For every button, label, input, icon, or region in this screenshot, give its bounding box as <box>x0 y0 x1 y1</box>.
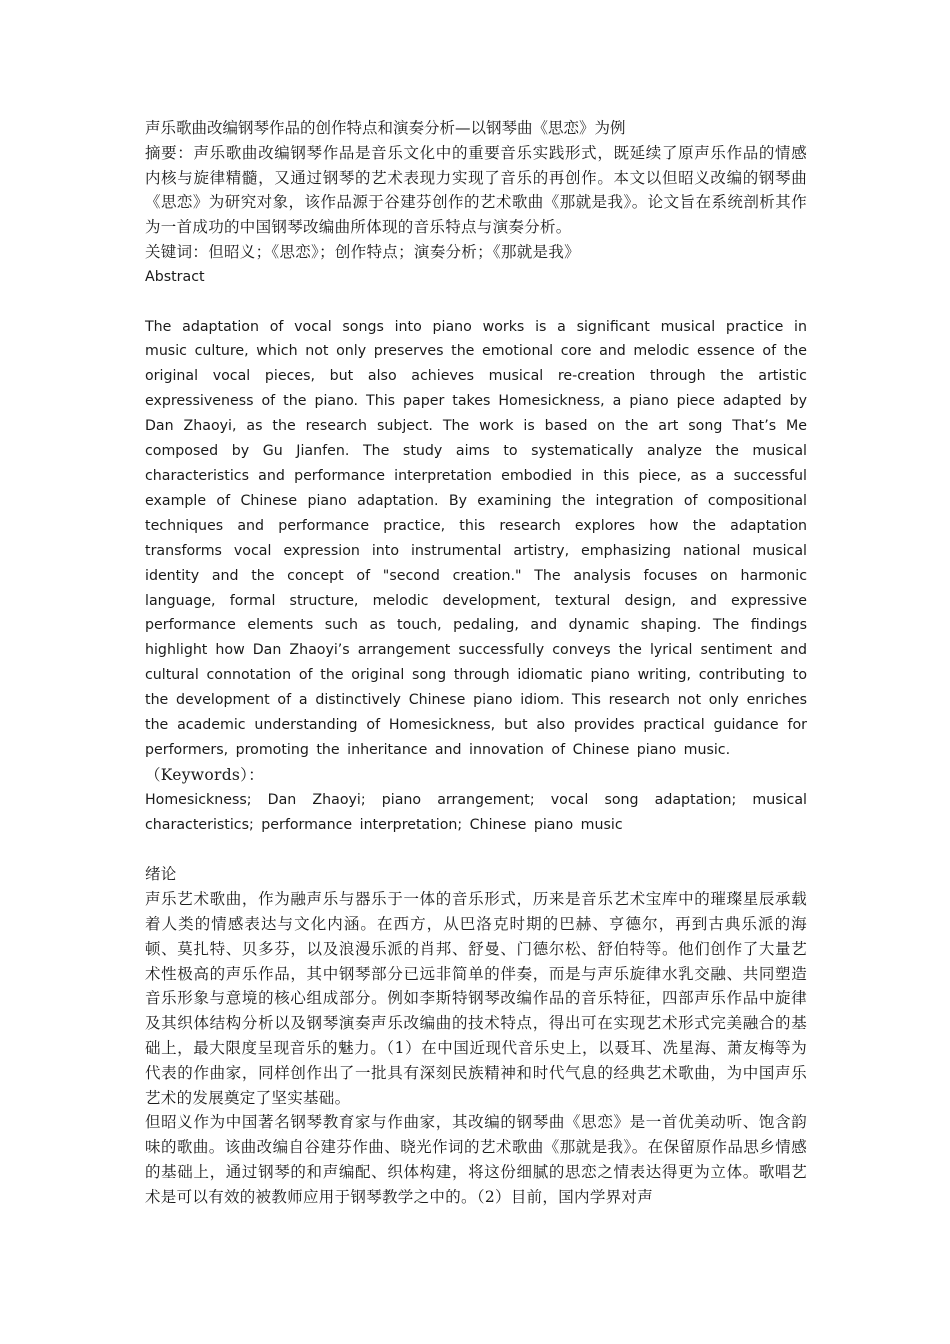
abstract-english: The adaptation of vocal songs into piano works is a significant musical practice in music culture, which not only preserves the emotional core and melodic essence of the original vocal pieces, but also achieves musical re-creation through the artistic expressiveness of the piano. This paper takes Homesickness, a piano piece adapted by Dan Zhaoyi, as the research subject. The work is based on the art song That’s Me composed by Gu Jianfen. The study aims to systematically analyze the musical characteristics and performance interpretation embodied in this piece, as a successful example of Chinese piano adaptation. By examining the integration of compositional techniques and performance practice, this research explores how the adaptation transforms vocal expression into instrumental artistry, emphasizing national musical identity and the concept of "second creation." The analysis focuses on harmonic language, formal structure, melodic development, textural design, and expressive performance elements such as touch, pedaling, and dynamic shaping. The findings highlight how Dan Zhaoyi’s arrangement successfully conveys the lyrical sentiment and cultural connotation of the original song through idiomatic piano writing, contributing to the development of a distinctively Chinese piano idiom. This research not only enriches the academic understanding of Homesickness, but also provides practical guidance for performers, promoting the inheritance and innovation of Chinese piano music. <box>145 318 807 758</box>
abstract-heading: Abstract <box>145 268 205 285</box>
section-heading-introduction: 绪论 <box>145 865 177 884</box>
introduction-paragraph: 但昭义作为中国著名钢琴教育家与作曲家，其改编的钢琴曲《思恋》是一首优美动听、饱含韵味的歌曲。该曲改编自谷建芬作曲、晓光作词的艺术歌曲《那就是我》。在保留原作品思乡情感的基础上，通过钢琴的和声编配、织体构建，将这份细腻的思恋之情表达得更为立体。歌唱艺术是可以有效的被教师应用于钢琴教学之中的。（2）目前，国内学界对声 <box>145 1113 807 1206</box>
keywords-english: Homesickness; Dan Zhaoyi; piano arrangement; vocal song adaptation; musical characteristics; performance interpretation; Chinese piano music <box>145 791 807 833</box>
keywords-chinese: 关键词：但昭义；《思恋》；创作特点；演奏分析；《那就是我》 <box>145 242 580 261</box>
blank-line <box>145 838 807 863</box>
document-title: 声乐歌曲改编钢琴作品的创作特点和演奏分析—以钢琴曲《思恋》为例 <box>145 119 626 137</box>
abstract-chinese: 摘要：声乐歌曲改编钢琴作品是音乐文化中的重要音乐实践形式，既延续了原声乐作品的情感内核与旋律精髓，又通过钢琴的艺术表现力实现了音乐的再创作。本文以但昭义改编的钢琴曲《思恋》为研究对象，该作品源于谷建芬创作的艺术歌曲《那就是我》。论文旨在系统剖析其作为一首成功的中国钢琴改编曲所体现的音乐特点与演奏分析。 <box>145 143 807 237</box>
keywords-heading: （Keywords）： <box>145 765 265 784</box>
document-page <box>145 116 807 1210</box>
blank-line <box>145 290 807 315</box>
introduction-paragraph: 声乐艺术歌曲，作为融声乐与器乐于一体的音乐形式，历来是音乐艺术宝库中的璀璨星辰承载着人类的情感表达与文化内涵。在西方，从巴洛克时期的巴赫、亨德尔，再到古典乐派的海顿、莫扎特、贝多芬，以及浪漫乐派的肖邦、舒曼、门德尔松、舒伯特等。他们创作了大量艺术性极高的声乐作品，其中钢琴部分已远非简单的伴奏，而是与声乐旋律水乳交融、共同塑造音乐形象与意境的核心组成部分。例如李斯特钢琴改编作品的音乐特征，四部声乐作品中旋律及其织体结构分析以及钢琴演奏声乐改编曲的技术特点，得出可在实现艺术形式完美融合的基础上，最大限度呈现音乐的魅力。（1）在中国近现代音乐史上，以聂耳、冼星海、萧友梅等为代表的作曲家，同样创作出了一批具有深刻民族精神和时代气息的经典艺术歌曲，为中国声乐艺术的发展奠定了坚实基础。 <box>145 890 807 1107</box>
